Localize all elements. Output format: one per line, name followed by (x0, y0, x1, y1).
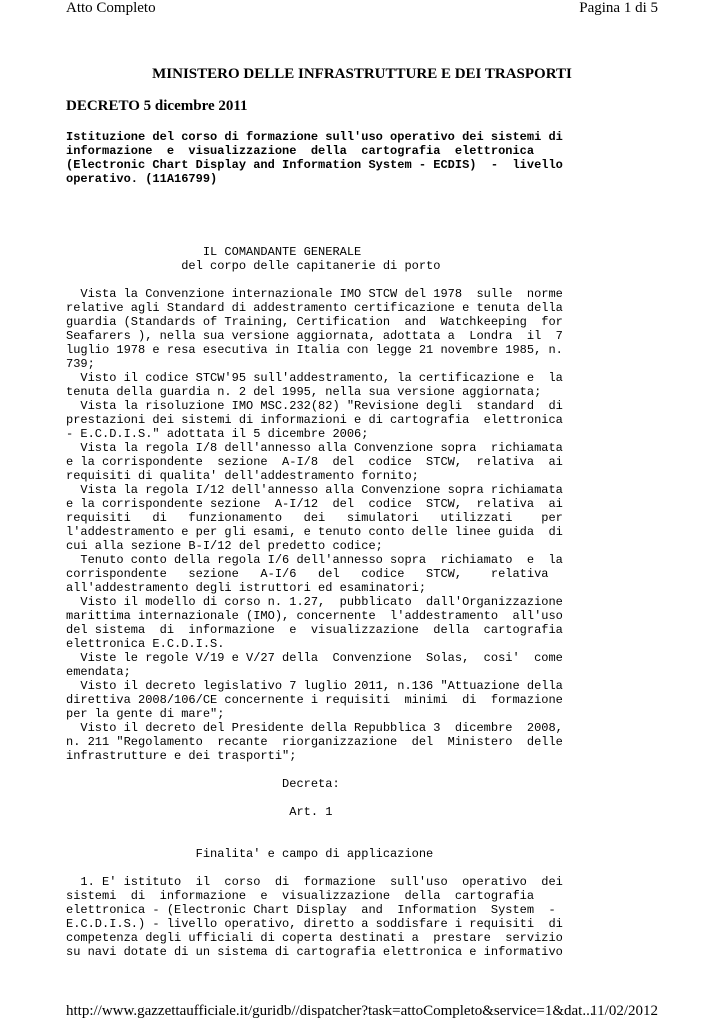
header-title: Atto Completo (66, 0, 156, 16)
page-number: Pagina 1 di 5 (579, 0, 658, 16)
page-header (0, 0, 724, 20)
decree-body: IL COMANDANTE GENERALE del corpo delle capitanerie di porto Vista la Convenzione internazionale IMO STCW del 1978 sulle norme relative agli Standard di addestramento certificazione e tenuta della guardia (Standards of Training, Certification and Watchkeeping for Seafarers ), nella sua versione aggiornata, adottata a Londra il 7 luglio 1978 e resa esecutiva in Italia con legge 21 novembre 1985, n. 739; Visto il codice STCW'95 sull'addestramento, la certificazione e la tenuta della guardia n. 2 del 1995, nella sua versione aggiornata; Vista la risoluzione IMO MSC.232(82) "Revisione degli standard di prestazioni dei sistemi di informazioni e di cartografia elettronica - E.C.D.I.S." adottata il 5 dicembre 2006; Vista la regola I/8 dell'annesso alla Convenzione sopra richiamata e la corrispondente sezione A-I/8 del codice STCW, relativa ai requisiti di qualita' dell'addestramento fornito; Vista la regola I/12 dell'annesso alla Convenzione sopra richiamata e la corrispondente sezione A-I/12 del codice STCW, relativa ai requisiti di funzionamento dei simulatori utilizzati per l'addestramento e per gli esami, e tenuto conto delle linee guida di cui alla sezione B-I/12 del predetto codice; Tenuto conto della regola I/6 dell'annesso sopra richiamato e la corrispondente sezione A-I/6 del codice STCW, relativa all'addestramento degli istruttori ed esaminatori; Visto il modello di corso n. 1.27, pubblicato dall'Organizzazione marittima internazionale (IMO), concernente l'addestramento all'uso del sistema di informazione e visualizzazione della cartografia elettronica E.C.D.I.S. Viste le regole V/19 e V/27 della Convenzione Solas, cosi' come emendata; Visto il decreto legislativo 7 luglio 2011, n.136 "Attuazione della direttiva 2008/106/CE concernente i requisiti minimi di formazione per la gente di mare"; Visto il decreto del Presidente della Repubblica 3 dicembre 2008, n. 211 "Regolamento recante riorganizzazione del Ministero delle infrastrutture e dei trasporti"; Decreta: Art. 1 Finalita' e campo di applicazione 1. E' istituto il corso di formazione sull'uso operativo dei sistemi di informazione e visualizzazione della cartografia elettronica - (Electronic Chart Display and Information System - E.C.D.I.S.) - livello operativo, diretto a soddisfare i requisiti di competenza degli ufficiali di coperta destinati a prestare servizio su navi dotate di un sistema di cartografia elettronica e informativo (66, 245, 563, 959)
decree-subject: Istituzione del corso di formazione sull'uso operativo dei sistemi di informazione e visualizzazione della cartografia elettronica (Electronic Chart Display and Information System - ECDIS) - livello operativo. (11A16799) (66, 130, 563, 186)
print-date: 11/02/2012 (590, 1003, 658, 1019)
page-footer (0, 1003, 724, 1023)
decree-title: DECRETO 5 dicembre 2011 (66, 98, 248, 114)
source-url: http://www.gazzettaufficiale.it/guridb//dispatcher?task=attoCompleto&service=1&dat... (66, 1003, 594, 1019)
ministry-heading: MINISTERO DELLE INFRASTRUTTURE E DEI TRASPORTI (152, 66, 572, 82)
